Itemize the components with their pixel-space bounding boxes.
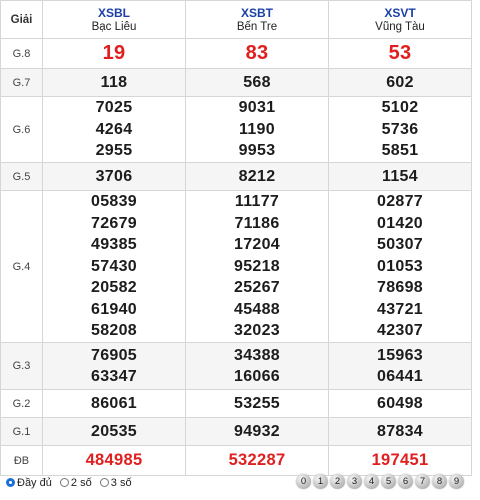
winning-number: 71186 <box>234 214 280 232</box>
province-code[interactable]: XSVT <box>384 5 416 20</box>
prize-row <box>1 97 472 163</box>
province-code[interactable]: XSBL <box>97 5 130 20</box>
prize-cell <box>43 69 186 97</box>
winning-number: 86061 <box>91 394 137 412</box>
prize-column-header: Giải <box>1 1 43 39</box>
winning-number: 7025 <box>95 99 133 117</box>
winning-number: 49385 <box>91 236 137 254</box>
prize-label: G.3 <box>1 343 43 390</box>
prize-cell <box>329 418 472 446</box>
winning-number: 60498 <box>377 394 423 412</box>
digit-filter-button[interactable]: 6 <box>398 474 413 489</box>
prize-cell <box>43 343 186 390</box>
winning-number: 05839 <box>91 193 137 211</box>
province-code[interactable]: XSBT <box>240 5 273 20</box>
digit-filter-button[interactable]: 4 <box>364 474 379 489</box>
prize-cell <box>186 97 329 163</box>
winning-number: 50307 <box>377 236 423 254</box>
prize-row <box>1 191 472 343</box>
radio-label: 3 số <box>110 477 132 489</box>
prize-cell <box>329 39 472 69</box>
prize-label: G.8 <box>1 39 43 69</box>
winning-number: 01053 <box>377 257 423 275</box>
winning-number: 45488 <box>234 300 280 318</box>
digit-filter-button[interactable]: 3 <box>347 474 362 489</box>
prize-cell <box>329 191 472 343</box>
province-name: Vũng Tàu <box>375 20 425 33</box>
digit-filter-button[interactable]: 7 <box>415 474 430 489</box>
winning-number: 11177 <box>234 193 280 211</box>
winning-number: 3706 <box>95 167 133 185</box>
prize-row <box>1 390 472 418</box>
winning-number: 15963 <box>377 346 423 364</box>
digit-filter-button[interactable]: 2 <box>330 474 345 489</box>
winning-number: 5736 <box>381 120 419 138</box>
prize-cell <box>329 390 472 418</box>
prize-cell <box>186 163 329 191</box>
winning-number: 34388 <box>234 346 280 364</box>
prize-cell <box>186 390 329 418</box>
display-options-bar <box>0 470 480 500</box>
winning-number: 602 <box>386 73 414 91</box>
prize-row <box>1 39 472 69</box>
prize-cell <box>329 69 472 97</box>
winning-number: 01420 <box>377 214 423 232</box>
winning-number: 20582 <box>91 279 137 297</box>
prize-cell <box>43 418 186 446</box>
winning-number: 17204 <box>234 236 280 254</box>
digit-filter-button[interactable]: 1 <box>313 474 328 489</box>
winning-number: 58208 <box>91 322 137 340</box>
winning-number: 5102 <box>381 99 419 117</box>
winning-number: 42307 <box>377 322 423 340</box>
winning-number: 63347 <box>91 368 137 385</box>
radio-selected-icon[interactable] <box>6 478 15 487</box>
province-header-vung-tau[interactable] <box>329 1 472 39</box>
prize-label: G.6 <box>1 97 43 163</box>
prize-cell <box>43 97 186 163</box>
prize-label: G.4 <box>1 191 43 343</box>
winning-number: 78698 <box>377 279 423 297</box>
prize-label: G.1 <box>1 418 43 446</box>
province-header-bac-lieu[interactable] <box>43 1 186 39</box>
province-header-ben-tre[interactable] <box>186 1 329 39</box>
winning-number: 8212 <box>238 167 276 185</box>
winning-number: 95218 <box>234 257 280 275</box>
winning-number: 4264 <box>95 120 133 138</box>
winning-number: 25267 <box>234 279 280 297</box>
prize-row <box>1 69 472 97</box>
prize-cell <box>186 343 329 390</box>
province-name: Bến Tre <box>236 20 278 33</box>
radio-full[interactable] <box>6 477 52 489</box>
prize-row <box>1 418 472 446</box>
prize-label: G.7 <box>1 69 43 97</box>
winning-number: 484985 <box>85 450 143 469</box>
digit-filter-button[interactable]: 8 <box>432 474 447 489</box>
winning-number: 94932 <box>234 422 280 440</box>
winning-number: 32023 <box>234 322 280 340</box>
winning-number: 20535 <box>91 422 137 440</box>
winning-number: 532287 <box>228 450 286 469</box>
winning-number: 87834 <box>377 422 423 440</box>
prize-cell <box>43 191 186 343</box>
radio-label: Đầy đủ <box>17 477 52 489</box>
winning-number: 1154 <box>382 167 418 185</box>
prize-cell <box>186 191 329 343</box>
radio-unselected-icon[interactable] <box>60 478 69 487</box>
prize-cell <box>329 97 472 163</box>
prize-cell <box>43 163 186 191</box>
winning-number: 9031 <box>238 99 276 117</box>
winning-number: 61940 <box>91 300 137 318</box>
winning-number: 5851 <box>381 142 419 160</box>
prize-label: G.2 <box>1 390 43 418</box>
winning-number: 2955 <box>95 142 133 160</box>
winning-number: 76905 <box>91 346 137 364</box>
radio-3-digits[interactable] <box>100 477 132 489</box>
winning-number: 53 <box>388 41 412 64</box>
prize-cell <box>43 39 186 69</box>
prize-label: G.5 <box>1 163 43 191</box>
winning-number: 197451 <box>371 450 429 469</box>
winning-number: 06441 <box>377 368 423 385</box>
winning-number: 16066 <box>234 368 280 385</box>
winning-number: 02877 <box>377 193 423 211</box>
prize-cell <box>43 390 186 418</box>
winning-number: 1190 <box>239 120 275 138</box>
digit-filter-button[interactable]: 9 <box>449 474 464 489</box>
prize-cell <box>186 39 329 69</box>
winning-number: 9953 <box>238 142 276 160</box>
winning-number: 19 <box>102 41 126 64</box>
winning-number: 43721 <box>377 300 423 318</box>
prize-cell <box>329 163 472 191</box>
winning-number: 53255 <box>234 394 280 412</box>
prize-row <box>1 343 472 390</box>
prize-row <box>1 163 472 191</box>
prize-cell <box>329 343 472 390</box>
winning-number: 72679 <box>91 214 137 232</box>
winning-number: 83 <box>245 41 269 64</box>
digit-filter-buttons <box>296 474 466 489</box>
radio-label: 2 số <box>70 477 92 489</box>
province-name: Bạc Liêu <box>91 20 137 33</box>
digit-display-radio-group <box>6 477 137 489</box>
winning-number: 118 <box>100 73 128 91</box>
prize-label: ĐB <box>1 446 43 476</box>
radio-unselected-icon[interactable] <box>100 478 109 487</box>
results-body <box>1 39 472 476</box>
radio-2-digits[interactable] <box>60 477 92 489</box>
winning-number: 568 <box>243 73 271 91</box>
prize-cell <box>186 69 329 97</box>
digit-filter-button[interactable]: 0 <box>296 474 311 489</box>
prize-cell <box>186 418 329 446</box>
winning-number: 57430 <box>91 257 137 275</box>
digit-filter-button[interactable]: 5 <box>381 474 396 489</box>
